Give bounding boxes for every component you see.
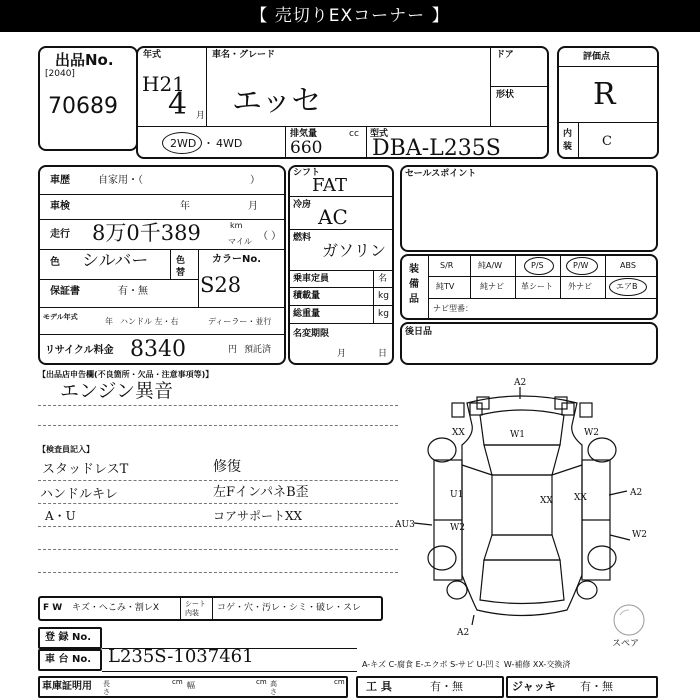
cert-length-unit: cm	[172, 678, 183, 686]
inspection-label: 車検	[50, 201, 70, 212]
sales-point-label: セールスポイント	[405, 169, 477, 179]
color-code-value: S28	[200, 273, 242, 297]
fw-seat-items: コゲ・穴・汚レ・シミ・破レ・スレ	[217, 603, 362, 613]
diagram-label-11: A2	[457, 628, 470, 638]
divider	[39, 334, 285, 335]
details-box	[38, 165, 286, 365]
history-close: ）	[250, 175, 260, 186]
cert-width: 幅	[187, 681, 195, 690]
divider	[39, 194, 285, 195]
lot-sub: [2040]	[45, 69, 75, 79]
color-change-label: 色替	[176, 256, 186, 278]
spare-label: スペア	[612, 639, 640, 649]
cert-height: 高さ	[270, 680, 277, 696]
cert-width-unit: cm	[256, 678, 267, 686]
divider	[605, 255, 606, 298]
drive-sep: ・	[203, 137, 214, 150]
door-label: ドア	[496, 50, 514, 60]
divider	[289, 323, 393, 324]
registration-label: 登 録 No.	[45, 632, 92, 643]
divider	[428, 255, 429, 319]
equip-aw: 純A/W	[478, 261, 503, 270]
rating-value: R	[593, 77, 616, 112]
divider	[198, 250, 199, 307]
model-year-handle: ハンドル 左・右	[120, 317, 179, 326]
divider	[289, 305, 393, 306]
divider	[515, 255, 516, 298]
divider	[578, 123, 579, 158]
divider	[289, 229, 393, 230]
spare-tire	[612, 603, 646, 637]
owner-label: 後日品	[405, 327, 433, 337]
inspector-label: 【検査員記入】	[38, 445, 94, 454]
drive-2wd: 2WD	[170, 137, 197, 150]
diagram-label-7: XX	[540, 496, 553, 506]
divider	[373, 271, 374, 323]
owner-box	[400, 322, 658, 365]
history-label: 車歴	[50, 175, 70, 186]
mileage-value: 8万0千389	[92, 221, 201, 245]
name-label: 車名・グレード	[212, 50, 276, 60]
displacement-value: 660	[290, 138, 323, 158]
model-year-label: モデル年式	[43, 313, 78, 321]
lot-number: 70689	[48, 94, 118, 119]
equip-navi: 純ナビ	[480, 282, 504, 291]
registration-change-day: 日	[378, 349, 388, 359]
ac-label: 冷房	[293, 200, 312, 210]
interior-label: 内装	[563, 129, 573, 152]
cert-height-unit: cm	[334, 678, 345, 686]
capacity-unit-1: kg	[378, 291, 389, 301]
warranty-options: 有・無	[118, 286, 148, 297]
inspector-line	[38, 549, 398, 550]
capacity-unit-0: 名	[378, 274, 388, 284]
divider	[39, 219, 285, 220]
divider	[39, 249, 285, 250]
capacity-label-1: 積載量	[293, 291, 321, 301]
divider	[170, 250, 171, 280]
drive-4wd: 4WD	[216, 137, 243, 150]
history-value: 自家用・（	[98, 175, 143, 186]
equip-ps: P/S	[531, 261, 544, 270]
capacity-label-0: 乗車定員	[293, 274, 330, 284]
equip-sr: S/R	[440, 261, 454, 270]
inspection-year: 年	[180, 201, 190, 212]
divider	[285, 127, 286, 158]
mileage-paren: （ ）	[258, 231, 282, 242]
legend: A-キズ C-腐食 E-エクボ S-サビ U-凹ミ W-補修 XX-交換済	[362, 660, 571, 669]
divider	[366, 127, 367, 158]
chassis-label: 車 台 No.	[45, 654, 92, 665]
inspection-month: 月	[248, 201, 258, 212]
recycle-value: 8340	[130, 337, 186, 362]
equip-airbag: エアB	[616, 282, 638, 291]
color-label: 色	[50, 257, 60, 268]
divider	[491, 86, 548, 87]
diagram-label-6: U1	[450, 490, 464, 500]
inspector-right-2: コアサポートXX	[213, 509, 303, 523]
diagram-label-4: XX	[574, 493, 587, 503]
fuel-value: ガソリン	[322, 241, 387, 260]
divider	[102, 671, 357, 672]
divider	[180, 597, 181, 620]
divider	[212, 597, 213, 620]
color-value: シルバー	[82, 251, 149, 271]
mileage-mile: マイル	[228, 237, 252, 246]
inspector-line	[38, 480, 398, 481]
registration-change-label: 名変期限	[293, 329, 330, 339]
fw-label: F W	[43, 603, 63, 613]
inspector-left-0: スタッドレスT	[42, 462, 129, 477]
equip-abs: ABS	[620, 261, 636, 270]
divider	[558, 122, 658, 123]
tools-options: 有・無	[430, 680, 463, 693]
equip-extnavi: 外ナビ	[568, 282, 592, 291]
divider	[558, 66, 658, 67]
divider	[39, 279, 199, 280]
divider	[429, 276, 657, 277]
mileage-label: 走行	[50, 229, 70, 240]
equip-airbag-circle	[609, 278, 647, 296]
divider	[429, 298, 657, 299]
fuel-label: 燃料	[293, 233, 312, 243]
equip-pw: P/W	[573, 261, 589, 270]
name-value: エッセ	[232, 84, 322, 119]
cert-label: 車庫証明用	[42, 681, 92, 692]
interior-value: C	[602, 134, 612, 149]
diagram-label-2: W1	[510, 430, 525, 440]
fw-seat-label: シート内装	[185, 600, 206, 617]
equip-leather: 革シート	[521, 282, 553, 291]
divider	[206, 47, 207, 126]
capacity-unit-2: kg	[378, 309, 389, 319]
inspector-line	[38, 503, 398, 504]
inspector-line	[38, 572, 398, 573]
divider	[289, 287, 393, 288]
notes-line	[38, 405, 398, 406]
model-value: DBA-L235S	[372, 136, 501, 161]
model-year-year: 年	[105, 317, 113, 326]
warranty-label: 保証書	[50, 286, 80, 297]
equip-navi-model: ナビ型番：	[433, 304, 473, 313]
notes-value: エンジン異音	[60, 380, 174, 402]
diagram-label-10: W2	[632, 530, 647, 540]
inspector-left-2: A・U	[45, 509, 76, 523]
drive-circle	[162, 132, 202, 154]
inspector-line	[38, 526, 398, 527]
color-code-label: カラーNo.	[212, 254, 262, 265]
diagram-label-0: A2	[514, 378, 527, 388]
equip-tv: 純TV	[436, 282, 455, 291]
recycle-unit: 円	[228, 345, 238, 355]
fw-items: キズ・ヘこみ・割レX	[72, 603, 159, 613]
year-label: 年式	[143, 50, 162, 60]
ac-value: AC	[318, 205, 348, 229]
capacity-label-2: 総重量	[293, 309, 321, 319]
divider	[470, 255, 471, 298]
model-year-dealer: ディーラー・並行	[208, 317, 272, 326]
mileage-km: km	[230, 221, 243, 230]
diagram-label-1: XX	[452, 428, 465, 438]
lot-label: 出品No.	[55, 51, 114, 69]
notes-label: 【出品店申告欄(不良箇所・欠品・注意事項等)】	[38, 370, 214, 379]
inspector-right-1: 左FインパネB歪	[213, 485, 309, 500]
divider	[289, 196, 393, 197]
jack-label: ジャッキ	[512, 680, 556, 693]
displacement-label: 排気量	[290, 129, 318, 139]
recycle-label: リサイクル料金	[45, 345, 114, 356]
shift-label: シフト	[293, 168, 321, 178]
divider	[137, 126, 548, 127]
notes-line	[38, 425, 398, 426]
jack-options: 有・無	[580, 680, 613, 693]
inspector-right-0: 修復	[213, 459, 241, 475]
year-month: 4	[168, 87, 188, 122]
year-month-unit: 月	[196, 111, 206, 121]
cert-length: 長さ	[103, 680, 110, 696]
diagram-label-9: AU3	[395, 520, 415, 530]
chassis-value: L235S-1037461	[108, 646, 254, 667]
rating-label: 評価点	[583, 52, 611, 62]
model-label: 型式	[370, 129, 389, 139]
shape-label: 形状	[496, 90, 515, 100]
shift-value: FAT	[312, 175, 347, 196]
displacement-unit: cc	[349, 129, 359, 139]
tools-label: 工 具	[366, 680, 392, 693]
diagram-label-5: A2	[630, 488, 643, 498]
diagram-label-8: W2	[450, 523, 465, 533]
equipment-label: 装備品	[409, 264, 419, 305]
equip-pw-circle	[566, 257, 598, 275]
divider	[39, 307, 285, 308]
recycle-status: 預託済	[244, 345, 272, 355]
equip-ps-circle	[524, 257, 554, 275]
inspector-left-1: ハンドルキレ	[40, 487, 118, 502]
diagram-label-3: W2	[584, 428, 599, 438]
divider	[560, 255, 561, 298]
registration-change-month: 月	[337, 349, 347, 359]
banner: 【 売切りEXコーナー 】	[0, 0, 700, 32]
divider	[289, 270, 393, 271]
year-value: H21	[142, 72, 185, 96]
